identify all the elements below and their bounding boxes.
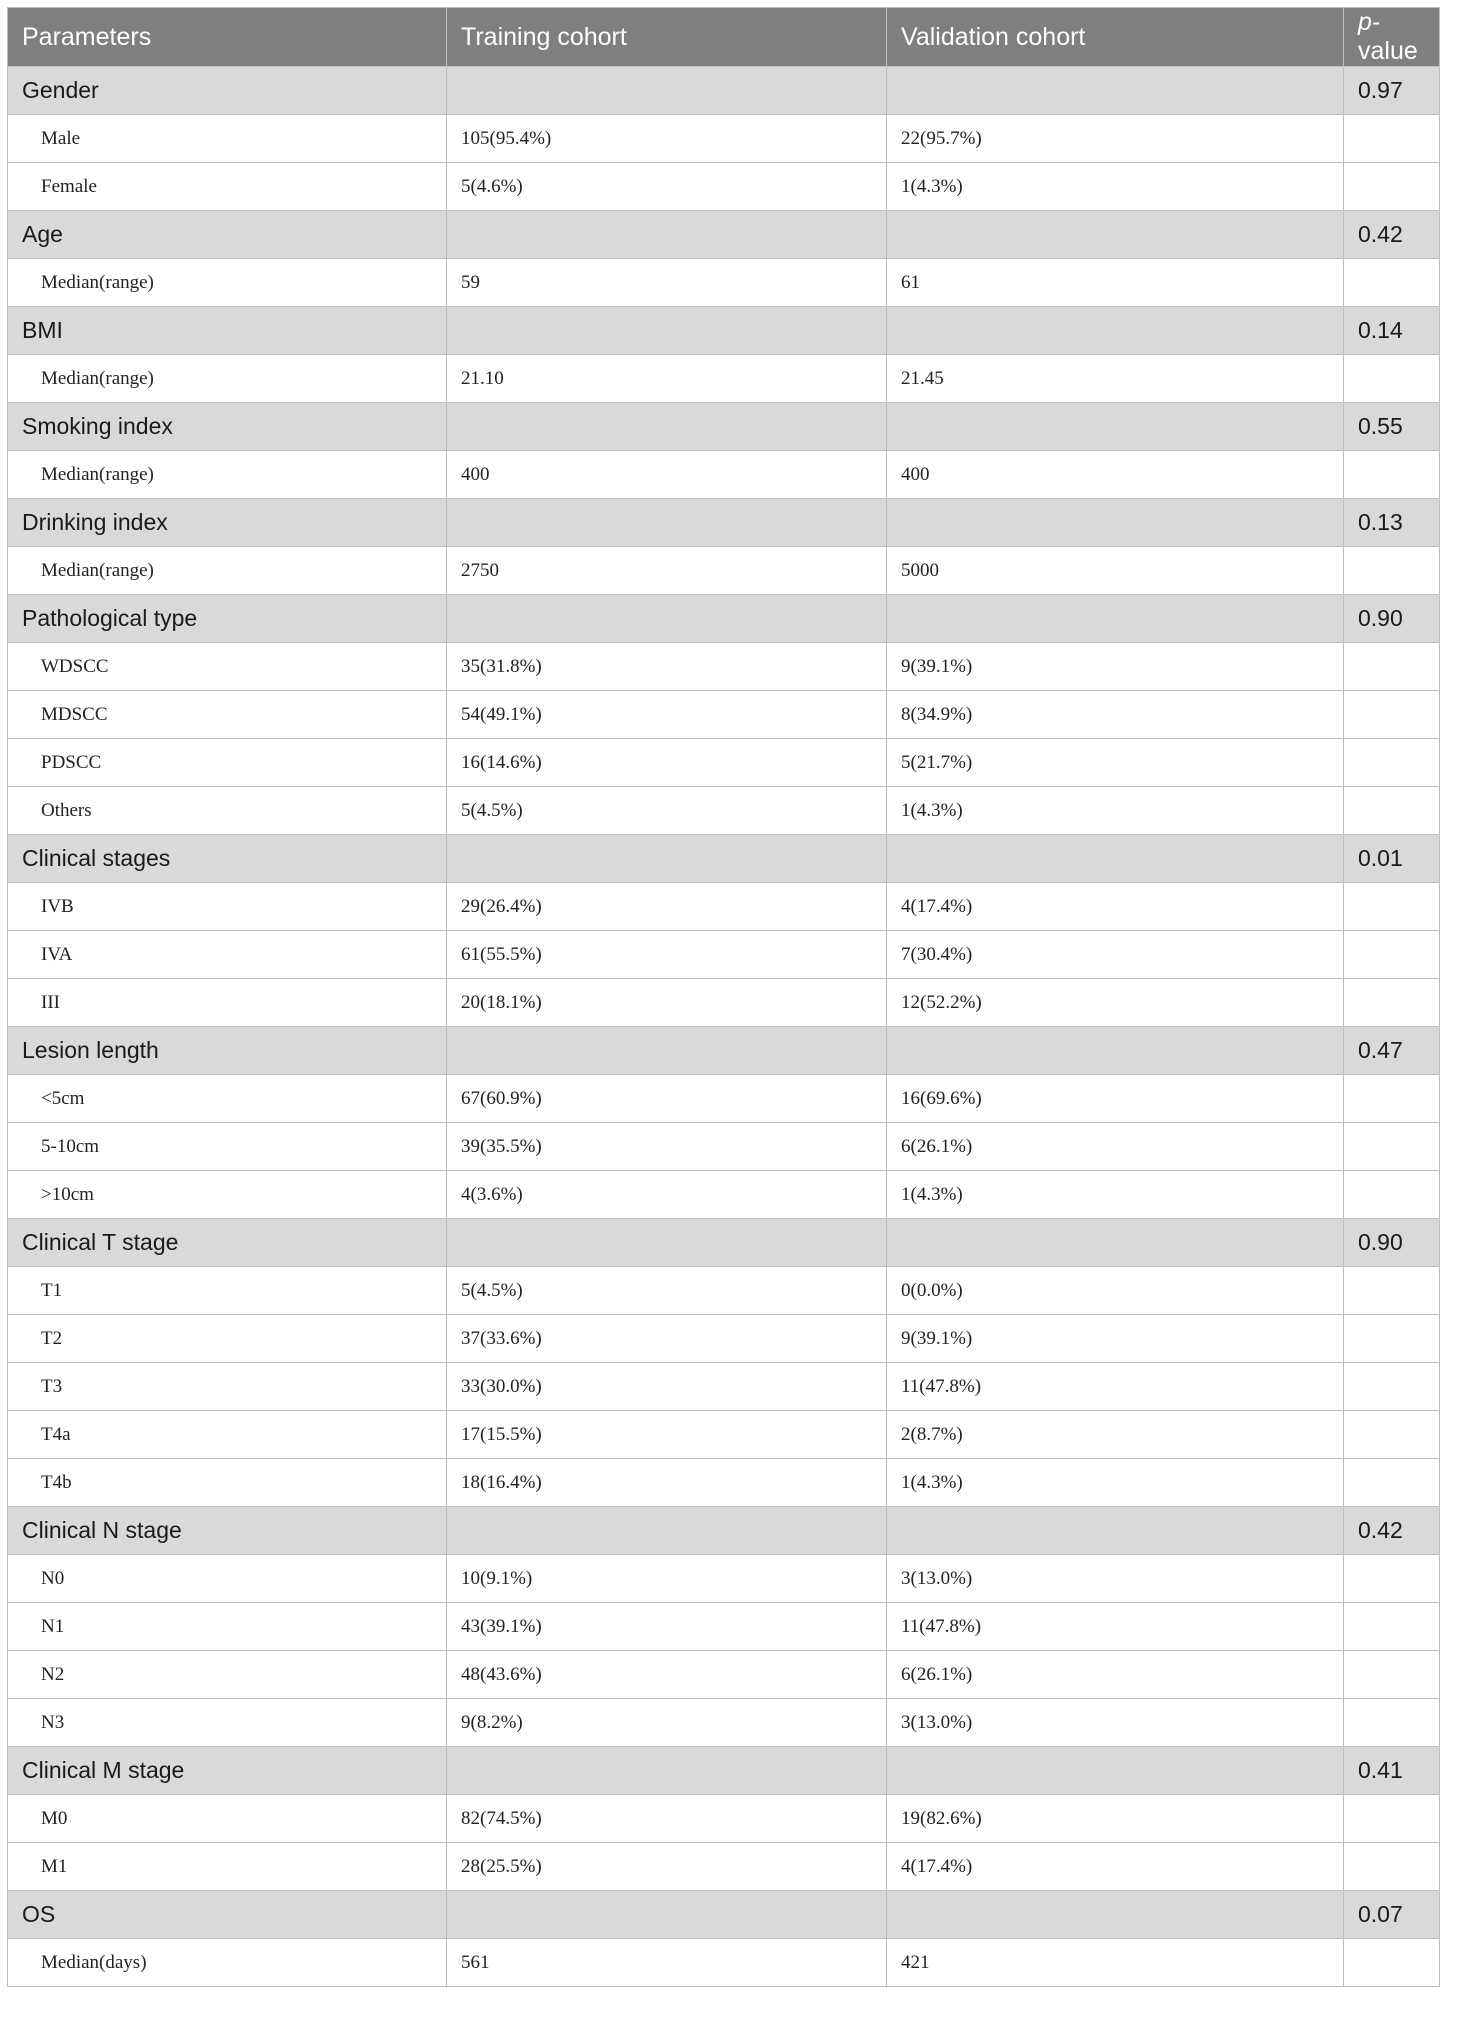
p-value-empty [1344,643,1440,691]
validation-value: 1(4.3%) [887,1171,1344,1219]
row-label: N0 [8,1555,447,1603]
validation-value: 421 [887,1939,1344,1987]
group-training-empty [447,1219,887,1267]
p-value-empty [1344,1171,1440,1219]
validation-value: 22(95.7%) [887,115,1344,163]
group-validation-empty [887,1219,1344,1267]
group-p-value: 0.07 [1344,1891,1440,1939]
training-value: 9(8.2%) [447,1699,887,1747]
validation-value: 9(39.1%) [887,643,1344,691]
group-validation-empty [887,1747,1344,1795]
group-training-empty [447,1027,887,1075]
p-value-empty [1344,979,1440,1027]
validation-value: 5(21.7%) [887,739,1344,787]
validation-value: 12(52.2%) [887,979,1344,1027]
table-row [8,643,1440,691]
training-value: 61(55.5%) [447,931,887,979]
p-value-empty [1344,451,1440,499]
group-validation-empty [887,403,1344,451]
header-p-letter: p [1358,8,1372,36]
p-value-empty [1344,1075,1440,1123]
group-validation-empty [887,1891,1344,1939]
training-value: 18(16.4%) [447,1459,887,1507]
group-p-value: 0.13 [1344,499,1440,547]
group-p-value: 0.55 [1344,403,1440,451]
table-row [8,1075,1440,1123]
training-value: 561 [447,1939,887,1987]
table-row [8,1795,1440,1843]
table-row [8,931,1440,979]
group-p-value: 0.47 [1344,1027,1440,1075]
group-validation-empty [887,595,1344,643]
group-p-value: 0.14 [1344,307,1440,355]
row-label: Median(days) [8,1939,447,1987]
row-label: >10cm [8,1171,447,1219]
training-value: 39(35.5%) [447,1123,887,1171]
training-value: 54(49.1%) [447,691,887,739]
table-row [8,259,1440,307]
group-training-empty [447,835,887,883]
training-value: 67(60.9%) [447,1075,887,1123]
p-value-empty [1344,1315,1440,1363]
row-label: N3 [8,1699,447,1747]
training-value: 28(25.5%) [447,1843,887,1891]
validation-value: 3(13.0%) [887,1555,1344,1603]
table-row [8,163,1440,211]
training-value: 105(95.4%) [447,115,887,163]
row-label: Median(range) [8,259,447,307]
table-row [8,979,1440,1027]
table-row [8,1363,1440,1411]
table-row [8,1555,1440,1603]
row-label: III [8,979,447,1027]
validation-value: 0(0.0%) [887,1267,1344,1315]
group-training-empty [447,595,887,643]
training-value: 82(74.5%) [447,1795,887,1843]
validation-value: 8(34.9%) [887,691,1344,739]
group-training-empty [447,211,887,259]
table-row [8,787,1440,835]
group-validation-empty [887,67,1344,115]
training-value: 10(9.1%) [447,1555,887,1603]
p-value-empty [1344,1363,1440,1411]
group-label: BMI [8,307,447,355]
header-p-suffix: -value [1358,8,1418,65]
table-row [8,355,1440,403]
row-label: Male [8,115,447,163]
group-row [8,835,1440,883]
header-p-value [1344,8,1440,67]
group-row [8,1027,1440,1075]
training-value: 5(4.5%) [447,787,887,835]
training-value: 48(43.6%) [447,1651,887,1699]
validation-value: 400 [887,451,1344,499]
training-value: 17(15.5%) [447,1411,887,1459]
group-row [8,211,1440,259]
training-value: 43(39.1%) [447,1603,887,1651]
training-value: 29(26.4%) [447,883,887,931]
header-validation-cohort: Validation cohort [887,8,1344,67]
group-label: Lesion length [8,1027,447,1075]
group-row [8,1891,1440,1939]
validation-value: 6(26.1%) [887,1651,1344,1699]
table-row [8,1843,1440,1891]
p-value-empty [1344,1555,1440,1603]
table-body [8,67,1440,1987]
validation-value: 3(13.0%) [887,1699,1344,1747]
group-training-empty [447,499,887,547]
header-parameters: Parameters [8,8,447,67]
group-training-empty [447,1507,887,1555]
p-value-empty [1344,1603,1440,1651]
row-label: T1 [8,1267,447,1315]
group-row [8,1219,1440,1267]
p-value-empty [1344,1123,1440,1171]
p-value-empty [1344,1459,1440,1507]
p-value-empty [1344,787,1440,835]
group-label: Gender [8,67,447,115]
training-value: 16(14.6%) [447,739,887,787]
p-value-empty [1344,1267,1440,1315]
table-row [8,1603,1440,1651]
table-row [8,1939,1440,1987]
cohort-characteristics-table [7,7,1440,1987]
validation-value: 4(17.4%) [887,883,1344,931]
p-value-empty [1344,739,1440,787]
group-label: Clinical N stage [8,1507,447,1555]
table-container [7,7,1439,1987]
row-label: IVA [8,931,447,979]
table-row [8,1267,1440,1315]
group-training-empty [447,403,887,451]
group-row [8,403,1440,451]
row-label: Median(range) [8,547,447,595]
row-label: M1 [8,1843,447,1891]
group-label: Drinking index [8,499,447,547]
row-label: MDSCC [8,691,447,739]
table-row [8,115,1440,163]
group-p-value: 0.01 [1344,835,1440,883]
group-training-empty [447,1891,887,1939]
p-value-empty [1344,115,1440,163]
group-label: Pathological type [8,595,447,643]
validation-value: 5000 [887,547,1344,595]
group-p-value: 0.90 [1344,595,1440,643]
group-training-empty [447,307,887,355]
group-validation-empty [887,499,1344,547]
training-value: 5(4.5%) [447,1267,887,1315]
group-label: OS [8,1891,447,1939]
row-label: Median(range) [8,451,447,499]
training-value: 35(31.8%) [447,643,887,691]
group-validation-empty [887,835,1344,883]
p-value-empty [1344,691,1440,739]
p-value-empty [1344,547,1440,595]
group-p-value: 0.97 [1344,67,1440,115]
table-row [8,691,1440,739]
row-label: T2 [8,1315,447,1363]
p-value-empty [1344,1939,1440,1987]
training-value: 33(30.0%) [447,1363,887,1411]
row-label: N1 [8,1603,447,1651]
validation-value: 2(8.7%) [887,1411,1344,1459]
p-value-empty [1344,1699,1440,1747]
table-row [8,1171,1440,1219]
table-row [8,451,1440,499]
row-label: WDSCC [8,643,447,691]
validation-value: 1(4.3%) [887,787,1344,835]
training-value: 20(18.1%) [447,979,887,1027]
table-header-row [8,8,1440,67]
group-validation-empty [887,1027,1344,1075]
group-row [8,1747,1440,1795]
row-label: Others [8,787,447,835]
row-label: N2 [8,1651,447,1699]
table-row [8,739,1440,787]
row-label: T4a [8,1411,447,1459]
p-value-empty [1344,883,1440,931]
p-value-empty [1344,1795,1440,1843]
group-row [8,307,1440,355]
header-training-cohort: Training cohort [447,8,887,67]
training-value: 59 [447,259,887,307]
p-value-empty [1344,1843,1440,1891]
training-value: 2750 [447,547,887,595]
validation-value: 19(82.6%) [887,1795,1344,1843]
table-row [8,547,1440,595]
validation-value: 21.45 [887,355,1344,403]
group-training-empty [447,1747,887,1795]
training-value: 21.10 [447,355,887,403]
group-label: Smoking index [8,403,447,451]
table-row [8,1411,1440,1459]
group-p-value: 0.42 [1344,1507,1440,1555]
validation-value: 11(47.8%) [887,1363,1344,1411]
validation-value: 7(30.4%) [887,931,1344,979]
validation-value: 16(69.6%) [887,1075,1344,1123]
validation-value: 6(26.1%) [887,1123,1344,1171]
p-value-empty [1344,163,1440,211]
group-p-value: 0.90 [1344,1219,1440,1267]
group-row [8,67,1440,115]
training-value: 4(3.6%) [447,1171,887,1219]
group-label: Clinical stages [8,835,447,883]
row-label: M0 [8,1795,447,1843]
validation-value: 1(4.3%) [887,163,1344,211]
table-row [8,1699,1440,1747]
validation-value: 9(39.1%) [887,1315,1344,1363]
row-label: T3 [8,1363,447,1411]
table-row [8,1459,1440,1507]
training-value: 5(4.6%) [447,163,887,211]
row-label: 5-10cm [8,1123,447,1171]
p-value-empty [1344,931,1440,979]
row-label: Median(range) [8,355,447,403]
table-row [8,1315,1440,1363]
row-label: T4b [8,1459,447,1507]
p-value-empty [1344,355,1440,403]
group-row [8,499,1440,547]
training-value: 37(33.6%) [447,1315,887,1363]
row-label: PDSCC [8,739,447,787]
group-validation-empty [887,211,1344,259]
p-value-empty [1344,1651,1440,1699]
group-row [8,1507,1440,1555]
group-validation-empty [887,307,1344,355]
p-value-empty [1344,259,1440,307]
group-label: Clinical T stage [8,1219,447,1267]
group-label: Clinical M stage [8,1747,447,1795]
row-label: <5cm [8,1075,447,1123]
table-row [8,883,1440,931]
table-row [8,1651,1440,1699]
group-validation-empty [887,1507,1344,1555]
p-value-empty [1344,1411,1440,1459]
group-p-value: 0.42 [1344,211,1440,259]
validation-value: 1(4.3%) [887,1459,1344,1507]
validation-value: 4(17.4%) [887,1843,1344,1891]
group-training-empty [447,67,887,115]
group-label: Age [8,211,447,259]
row-label: Female [8,163,447,211]
validation-value: 11(47.8%) [887,1603,1344,1651]
group-row [8,595,1440,643]
validation-value: 61 [887,259,1344,307]
training-value: 400 [447,451,887,499]
group-p-value: 0.41 [1344,1747,1440,1795]
table-row [8,1123,1440,1171]
row-label: IVB [8,883,447,931]
